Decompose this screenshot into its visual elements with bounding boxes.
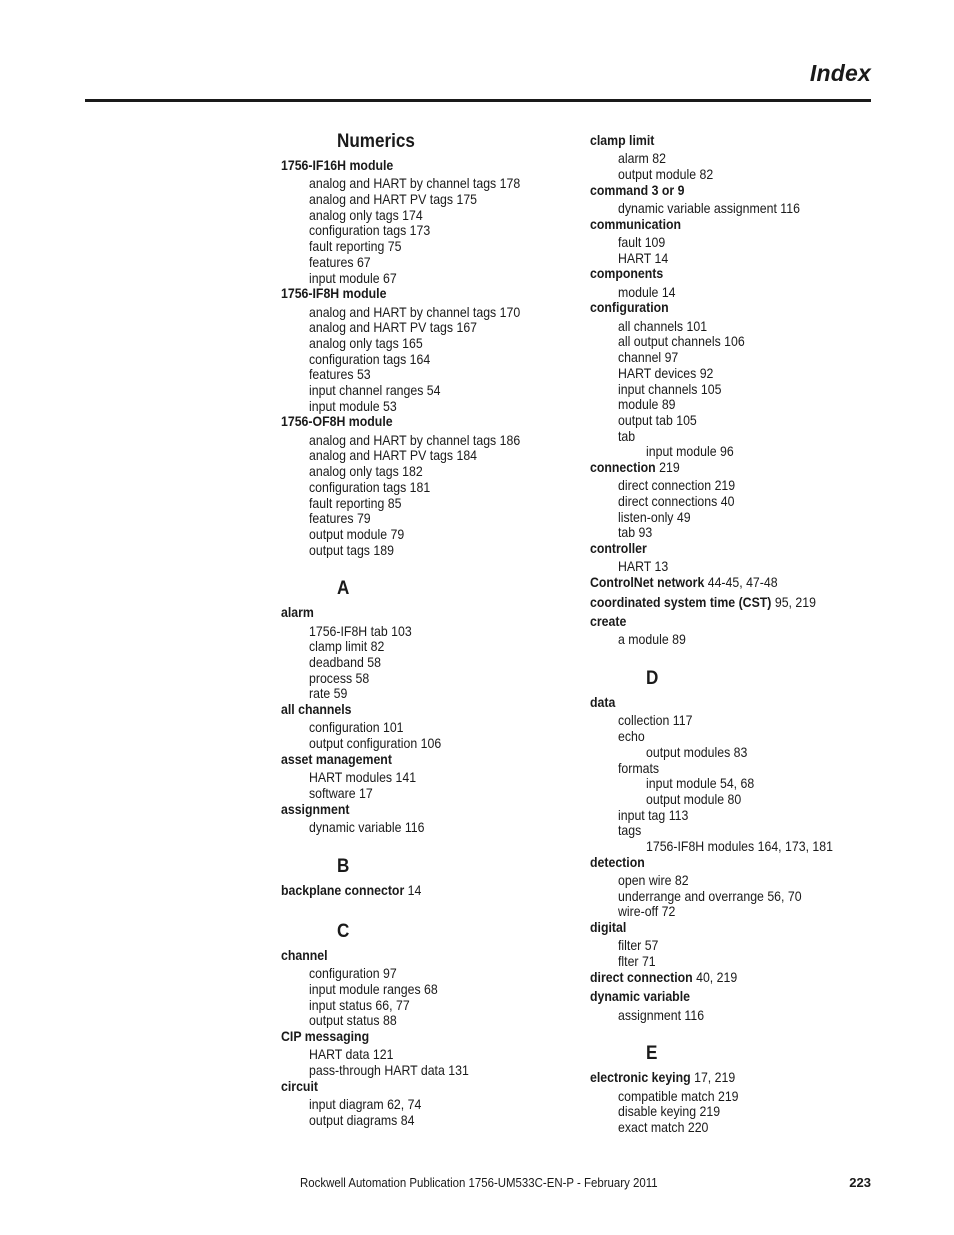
index-subterm: output module 82 — [618, 166, 714, 182]
index-subterm: HART 14 — [618, 249, 669, 266]
index-subterm: input channel ranges 54 — [309, 382, 441, 398]
section-heading: D — [646, 668, 659, 690]
index-subterm: input tag 113 — [618, 806, 689, 823]
section-heading: Numerics — [337, 131, 415, 152]
title-rule — [85, 99, 871, 102]
index-subterm: module 89 — [618, 396, 676, 413]
index-subterm: output tab 105 — [618, 411, 697, 428]
index-subterm: a module 89 — [618, 631, 686, 648]
index-subterm: tab 93 — [618, 524, 653, 541]
index-subterm: fault reporting 85 — [309, 494, 402, 511]
index-subterm: clamp limit 82 — [309, 638, 385, 655]
index-subterm: HART modules 141 — [309, 769, 417, 786]
index-term: circuit — [281, 1077, 318, 1094]
index-subterm: filter 57 — [618, 937, 659, 954]
index-subterm: configuration 97 — [309, 965, 397, 982]
index-subterm: open wire 82 — [618, 872, 689, 888]
index-subterm: software 17 — [309, 784, 373, 801]
index-subterm: collection 117 — [618, 712, 693, 729]
index-page-refs: 14 — [407, 881, 422, 898]
index-term — [590, 1069, 735, 1085]
index-subterm: HART devices 92 — [618, 364, 714, 381]
footer-page-number: 223 — [849, 1175, 871, 1190]
index-subterm: output tags 189 — [309, 541, 394, 558]
index-page-refs: 95, 219 — [774, 593, 816, 610]
index-term: communication — [590, 215, 682, 232]
index-subterm: HART data 121 — [309, 1046, 394, 1063]
index-subterm: analog and HART by channel tags 178 — [309, 175, 521, 192]
index-subterm: input module 96 — [646, 443, 734, 460]
index-subterm: analog and HART by channel tags 186 — [309, 431, 521, 448]
index-term-text: connection — [590, 459, 656, 475]
index-subterm: 1756-IF8H tab 103 — [309, 622, 412, 639]
index-subterm: analog and HART PV tags 184 — [309, 447, 478, 464]
index-subterm: rate 59 — [309, 685, 348, 702]
index-subterm: input status 66, 77 — [309, 996, 410, 1013]
index-subterm: fault 109 — [618, 234, 666, 250]
index-subterm: wire-off 72 — [618, 903, 676, 920]
index-term: create — [590, 613, 627, 630]
index-term — [590, 574, 778, 590]
index-term: data — [590, 694, 616, 711]
index-page-refs: 40, 219 — [696, 968, 738, 985]
index-subterm: pass-through HART data 131 — [309, 1061, 469, 1078]
index-term: detection — [590, 853, 645, 870]
index-term: command 3 or 9 — [590, 181, 685, 198]
index-subterm: input channels 105 — [618, 380, 722, 397]
index-term: components — [590, 265, 664, 282]
index-subterm: configuration 101 — [309, 719, 404, 736]
index-term — [590, 594, 816, 610]
index-subterm: features 79 — [309, 510, 371, 527]
index-subterm: deadband 58 — [309, 654, 381, 670]
index-subterm: input diagram 62, 74 — [309, 1095, 422, 1112]
index-term-text: direct connection — [590, 968, 693, 985]
index-subterm: output diagrams 84 — [309, 1111, 415, 1128]
index-term-text: coordinated system time (CST) — [590, 593, 772, 610]
index-subterm: output modules 83 — [646, 743, 748, 760]
index-subterm: all channels 101 — [618, 317, 708, 334]
index-subterm: compatible match 219 — [618, 1087, 739, 1104]
index-term: channel — [281, 946, 328, 963]
index-term — [590, 459, 680, 475]
index-subterm: underrange and overrange 56, 70 — [618, 887, 802, 904]
index-term: alarm — [281, 604, 314, 621]
index-term: clamp limit — [590, 132, 655, 148]
footer-publication: Rockwell Automation Publication 1756-UM533C-EN-P - February 2011 — [300, 1175, 658, 1190]
index-term — [281, 882, 421, 898]
index-term: dynamic variable — [590, 988, 690, 1005]
index-subterm: alarm 82 — [618, 150, 666, 167]
index-subterm: output module 80 — [646, 790, 742, 807]
index-subterm: input module 67 — [309, 269, 397, 286]
index-subterm: features 67 — [309, 253, 371, 270]
index-term: 1756-IF8H module — [281, 285, 387, 302]
index-subterm: input module 54, 68 — [646, 775, 755, 792]
index-term: 1756-OF8H module — [281, 413, 393, 430]
index-subterm: echo — [618, 728, 645, 745]
index-subterm: listen-only 49 — [618, 508, 691, 525]
index-subterm: module 14 — [618, 283, 676, 300]
index-term-text: ControlNet network — [590, 574, 705, 591]
index-subterm: analog only tags 174 — [309, 206, 423, 223]
index-page-refs: 17, 219 — [694, 1069, 736, 1086]
section-heading: A — [337, 578, 350, 600]
index-subterm: output configuration 106 — [309, 735, 442, 752]
index-subterm: analog only tags 182 — [309, 463, 423, 480]
index-subterm: analog and HART PV tags 175 — [309, 191, 478, 207]
index-subterm: assignment 116 — [618, 1006, 705, 1023]
index-subterm: exact match 220 — [618, 1119, 709, 1135]
index-term: CIP messaging — [281, 1027, 370, 1044]
index-subterm: formats — [618, 759, 660, 776]
index-term: controller — [590, 540, 647, 557]
index-page-refs: 219 — [659, 459, 680, 475]
page-title: Index — [809, 60, 871, 86]
index-term: assignment — [281, 800, 350, 817]
index-term — [590, 969, 737, 985]
index-subterm: all output channels 106 — [618, 333, 745, 350]
index-subterm: flter 71 — [618, 953, 656, 970]
index-subterm: features 53 — [309, 366, 371, 383]
index-subterm: dynamic variable assignment 116 — [618, 200, 800, 216]
index-term: 1756-IF16H module — [281, 157, 394, 173]
index-subterm: configuration tags 181 — [309, 478, 431, 495]
index-subterm: fault reporting 75 — [309, 238, 402, 255]
index-term-text: backplane connector — [281, 881, 405, 898]
index-subterm: output status 88 — [309, 1012, 397, 1029]
index-subterm: process 58 — [309, 669, 370, 686]
index-subterm: tab — [618, 427, 636, 444]
index-subterm: tags — [618, 822, 642, 839]
index-subterm: 1756-IF8H modules 164, 173, 181 — [646, 838, 833, 854]
index-term: all channels — [281, 701, 352, 718]
index-subterm: input module 53 — [309, 397, 397, 414]
index-subterm: analog and HART PV tags 167 — [309, 319, 478, 336]
index-subterm: channel 97 — [618, 349, 679, 366]
index-subterm: dynamic variable 116 — [309, 818, 425, 835]
index-subterm: output module 79 — [309, 525, 405, 542]
index-term: configuration — [590, 299, 669, 316]
index-subterm: configuration tags 173 — [309, 222, 431, 239]
index-term: digital — [590, 919, 627, 936]
index-subterm: disable keying 219 — [618, 1103, 721, 1120]
index-subterm: analog only tags 165 — [309, 334, 423, 351]
index-subterm: configuration tags 164 — [309, 350, 431, 367]
index-subterm: direct connections 40 — [618, 493, 735, 509]
section-heading: E — [646, 1043, 658, 1065]
section-heading: C — [337, 920, 350, 942]
index-subterm: direct connection 219 — [618, 477, 736, 494]
index-term: asset management — [281, 750, 392, 767]
index-subterm: HART 13 — [618, 558, 669, 575]
index-term-text: electronic keying — [590, 1069, 691, 1086]
section-heading: B — [337, 855, 350, 877]
index-subterm: input module ranges 68 — [309, 980, 438, 997]
index-subterm: analog and HART by channel tags 170 — [309, 303, 521, 320]
index-page-refs: 44-45, 47-48 — [707, 574, 778, 591]
